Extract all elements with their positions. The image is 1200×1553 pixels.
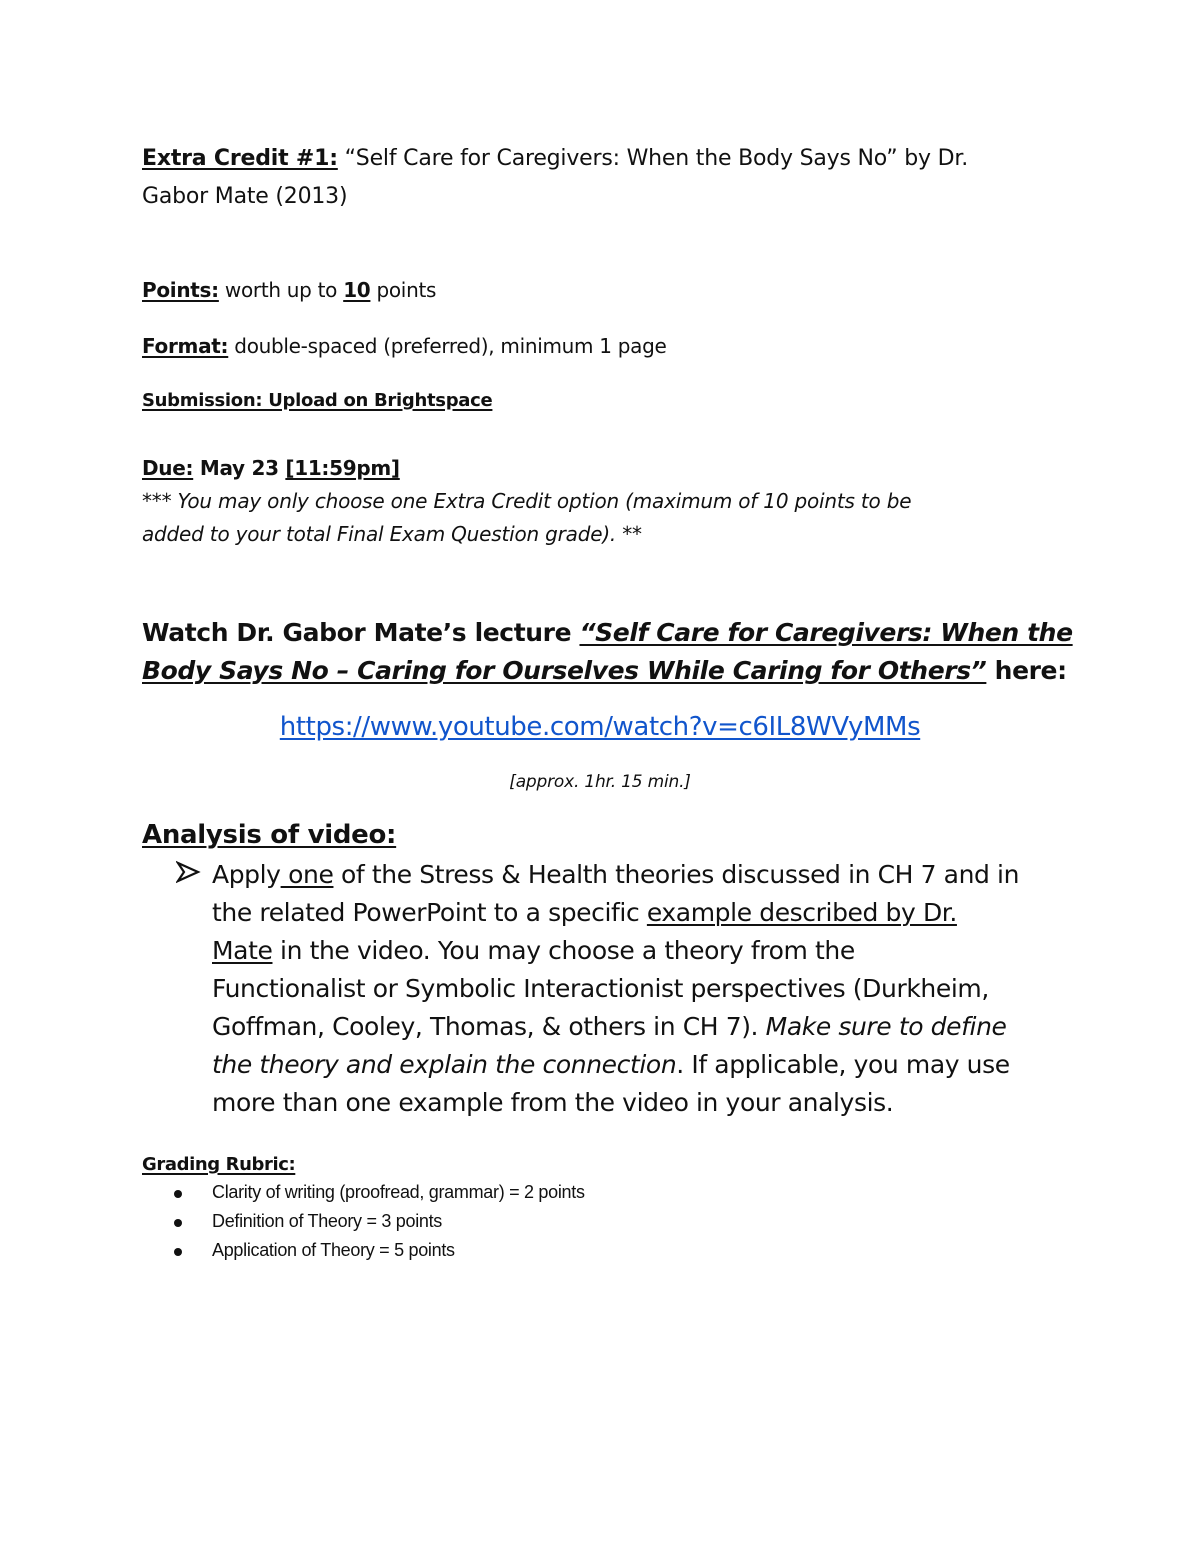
analysis-italic-1: Make sure to define bbox=[765, 1012, 1007, 1041]
rubric-item-text: Definition of Theory = 3 points bbox=[212, 1211, 443, 1231]
extra-credit-label: Extra Credit #1: bbox=[142, 146, 338, 171]
analysis-text-1: of the Stress & Health theories discussed in CH 7 and in bbox=[333, 860, 1020, 889]
bullet-dot-icon bbox=[174, 1248, 182, 1256]
analysis-line-7: more than one example from the video in your analysis. bbox=[212, 1088, 894, 1117]
analysis-one: one bbox=[280, 860, 334, 889]
due-label: Due: bbox=[142, 456, 194, 480]
title-author-year: Gabor Mate (2013) bbox=[142, 184, 348, 209]
title-line-1 bbox=[142, 146, 968, 171]
analysis-text-3: in the video. You may choose a theory from the bbox=[272, 936, 855, 965]
rubric-item bbox=[170, 1182, 585, 1211]
analysis-apply: Apply bbox=[212, 860, 281, 889]
video-link-line bbox=[0, 712, 1200, 742]
bullet-dot-icon bbox=[174, 1190, 182, 1198]
video-link[interactable]: https://www.youtube.com/watch?v=c6IL8WVyMMs bbox=[279, 712, 921, 742]
points-text-b: points bbox=[370, 278, 437, 302]
video-duration: [approx. 1hr. 15 min.] bbox=[509, 772, 691, 792]
rubric-list bbox=[170, 1182, 585, 1269]
lecture-title-2: Body Says No – Caring for Ourselves While Caring for Others” bbox=[142, 656, 987, 685]
watch-prefix: Watch Dr. Gabor Mate’s lecture bbox=[142, 618, 580, 647]
rubric-heading: Grading Rubric: bbox=[142, 1154, 296, 1175]
format-label: Format: bbox=[142, 334, 229, 358]
analysis-paragraph bbox=[212, 856, 1072, 1122]
analysis-italic-2: the theory and explain the connection bbox=[212, 1050, 677, 1079]
rubric-item-text: Clarity of writing (proofread, grammar) = 2 points bbox=[212, 1182, 585, 1202]
analysis-line-1 bbox=[212, 856, 1072, 894]
due-time: [11:59pm] bbox=[285, 456, 400, 480]
note-line-2: added to your total Final Exam Question grade). ** bbox=[142, 522, 642, 546]
watch-line-2 bbox=[142, 656, 1067, 685]
analysis-example-2: Mate bbox=[212, 936, 273, 965]
rubric-item bbox=[170, 1240, 585, 1269]
analysis-line-5 bbox=[212, 1008, 1072, 1046]
points-value: 10 bbox=[343, 278, 371, 302]
analysis-line-4: Functionalist or Symbolic Interactionist perspectives (Durkheim, bbox=[212, 974, 989, 1003]
rubric-item-text: Application of Theory = 5 points bbox=[212, 1240, 455, 1260]
points-text-a: worth up to bbox=[218, 278, 344, 302]
analysis-line-2 bbox=[212, 894, 1072, 932]
note-line-1: *** You may only choose one Extra Credit option (maximum of 10 points to be bbox=[142, 489, 912, 513]
submission-line: Submission: Upload on Brightspace bbox=[142, 390, 493, 411]
due-line bbox=[142, 456, 400, 480]
format-text: double-spaced (preferred), minimum 1 page bbox=[228, 334, 667, 358]
analysis-text-5: Goffman, Cooley, Thomas, & others in CH 7). bbox=[212, 1012, 766, 1041]
lecture-title-1: “Self Care for Caregivers: When the bbox=[579, 618, 1073, 647]
watch-line-1 bbox=[142, 618, 1073, 647]
analysis-line-3 bbox=[212, 932, 1072, 970]
due-date: May 23 bbox=[193, 456, 286, 480]
points-line bbox=[142, 278, 436, 302]
analysis-example-1: example described by Dr. bbox=[646, 898, 957, 927]
arrow-bullet-icon bbox=[176, 860, 202, 890]
arrow-bullet-svg bbox=[176, 860, 202, 884]
analysis-heading: Analysis of video: bbox=[142, 820, 397, 850]
format-line bbox=[142, 334, 667, 358]
analysis-text-6: . If applicable, you may use bbox=[676, 1050, 1010, 1079]
watch-suffix: here: bbox=[986, 656, 1067, 685]
title-text: “Self Care for Caregivers: When the Body Says No” by Dr. bbox=[337, 146, 968, 171]
analysis-line-6 bbox=[212, 1046, 1072, 1084]
bullet-dot-icon bbox=[174, 1219, 182, 1227]
points-label: Points: bbox=[142, 278, 219, 302]
title-line-2 bbox=[142, 184, 347, 209]
rubric-item bbox=[170, 1211, 585, 1240]
analysis-text-2: the related PowerPoint to a specific bbox=[212, 898, 647, 927]
